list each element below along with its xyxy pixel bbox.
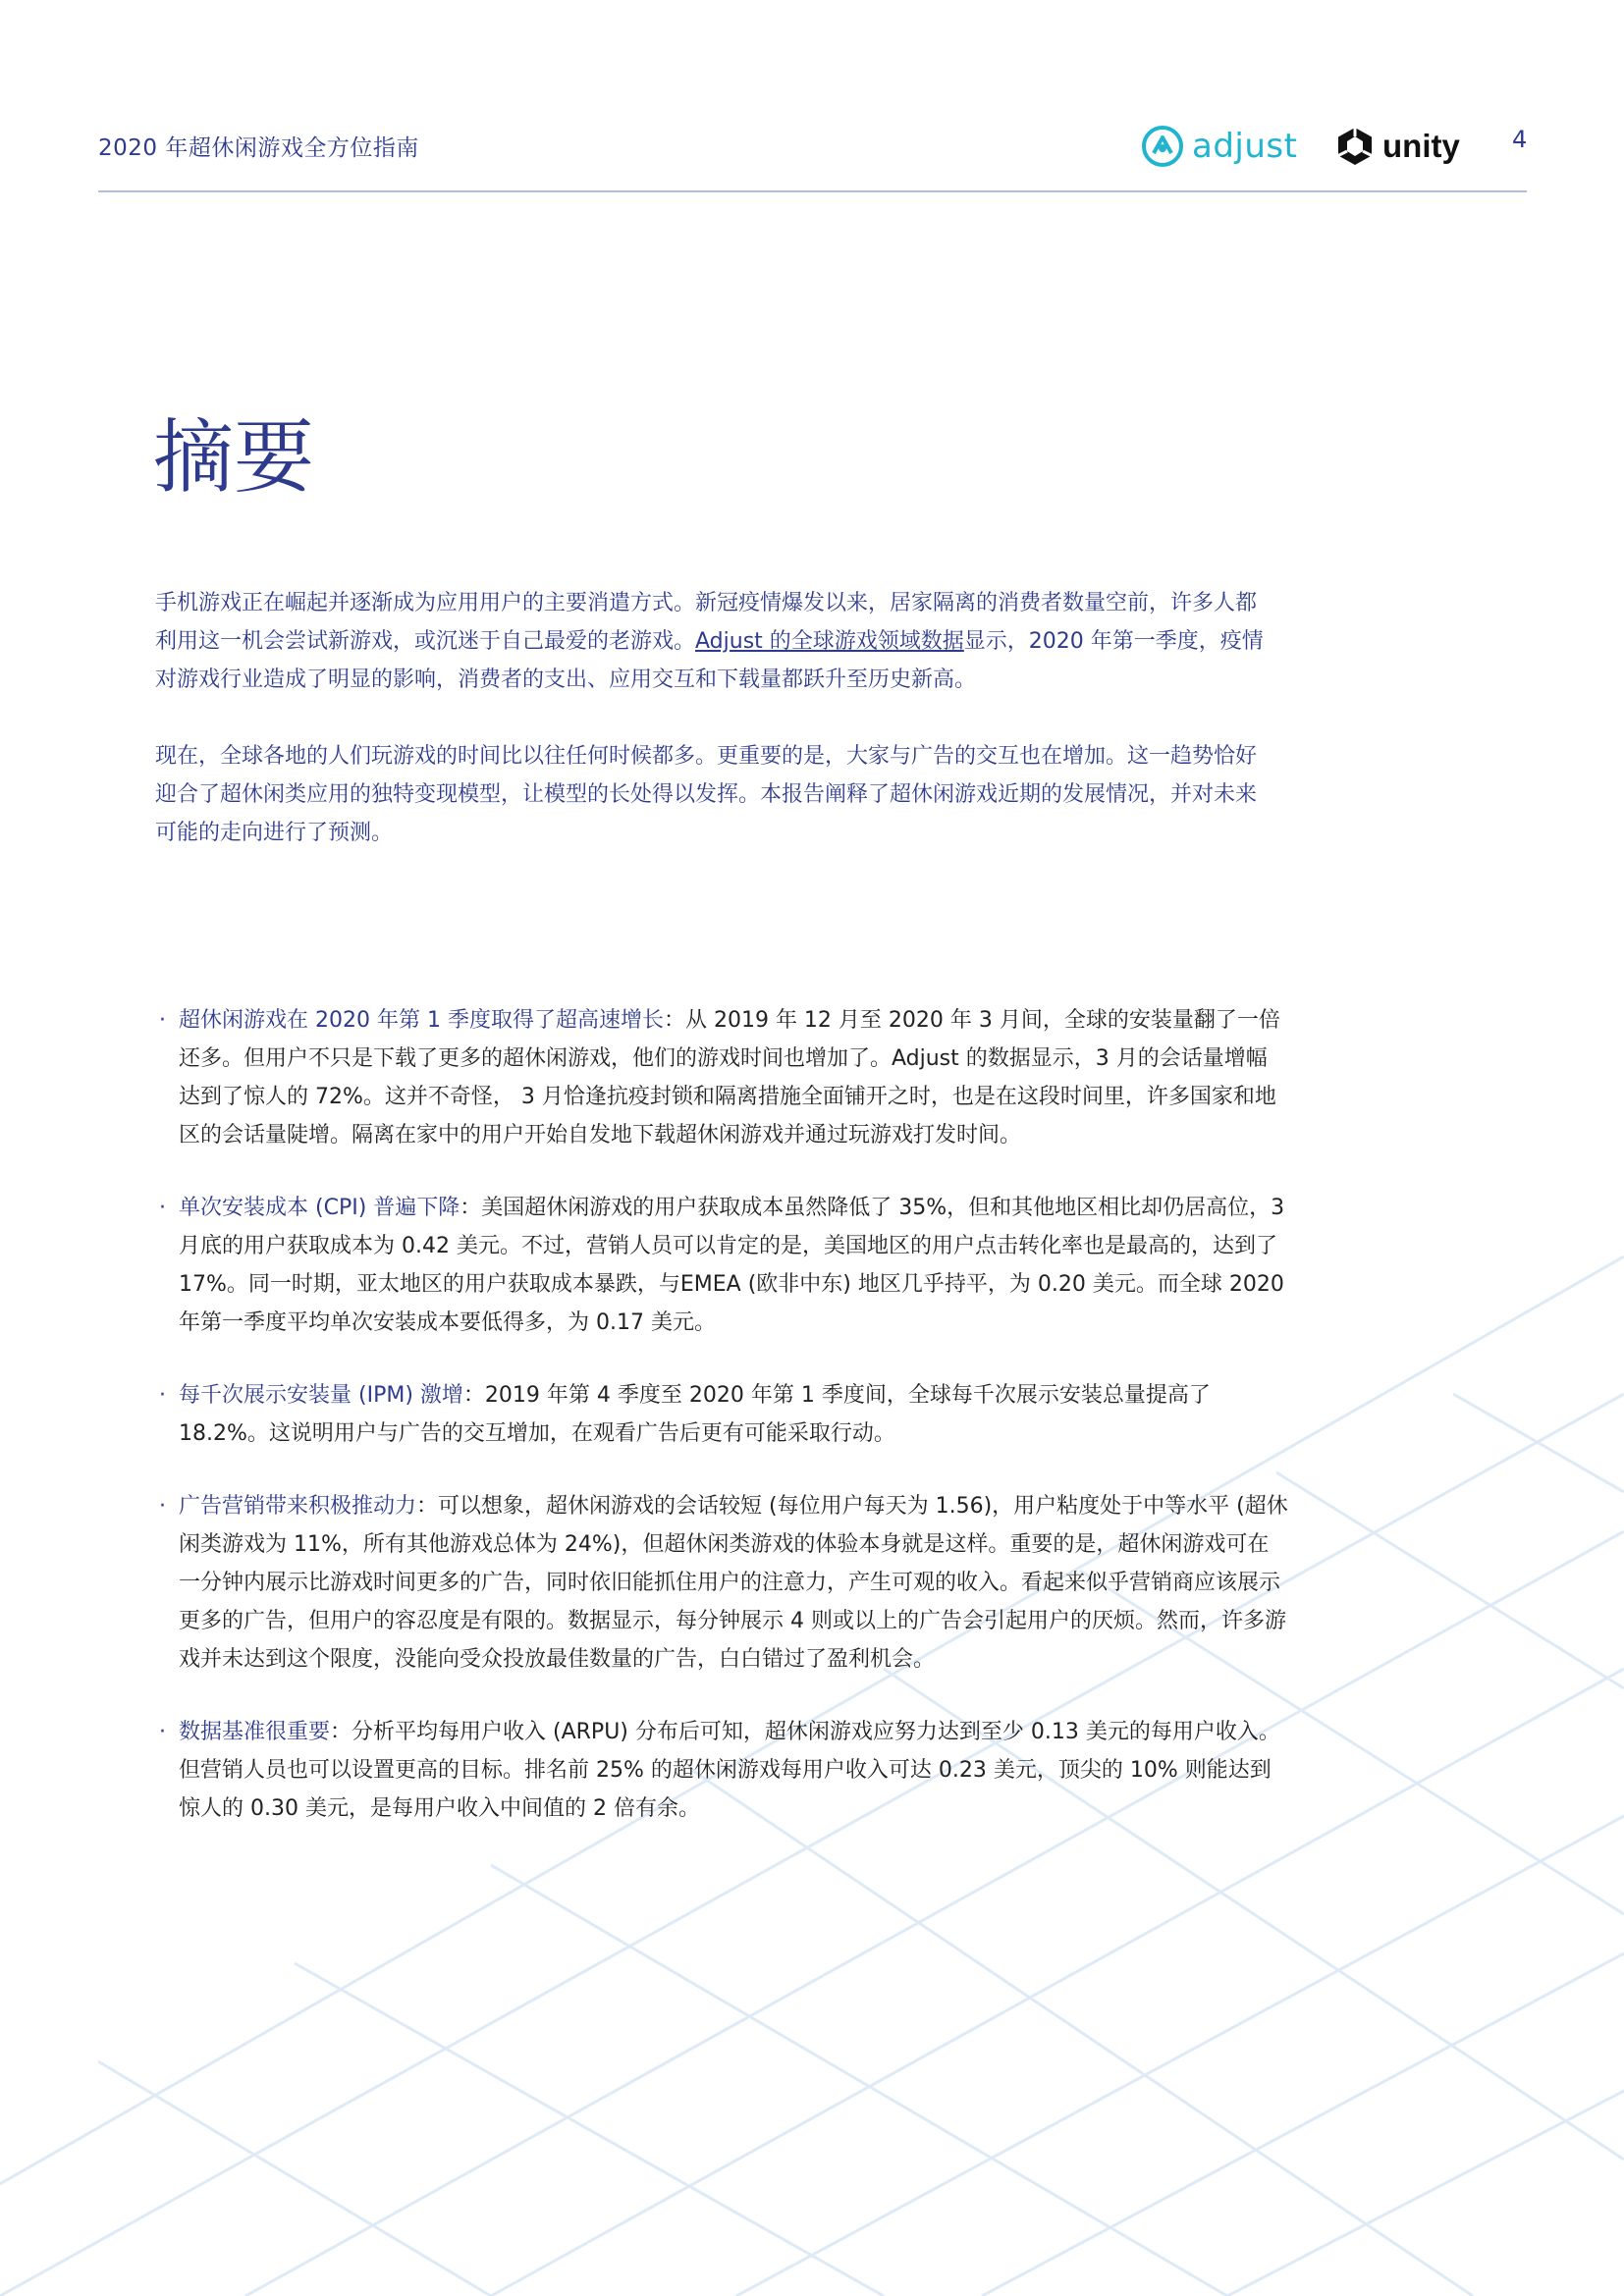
bullet-lead: 广告营销带来积极推动力 [179, 1494, 417, 1519]
bullet-lead: 单次安装成本 (CPI) 普遍下降 [179, 1196, 460, 1220]
list-item [159, 1487, 1288, 1679]
unity-logo [1333, 124, 1460, 169]
list-item [159, 1189, 1288, 1342]
list-item [159, 1713, 1288, 1828]
page-number: 4 [1512, 126, 1528, 153]
header-divider [98, 190, 1527, 192]
adjust-gaming-data-link[interactable]: Adjust 的全球游戏领域数据 [695, 629, 964, 654]
bullet-lead: 超休闲游戏在 2020 年第 1 季度取得了超高速增长 [179, 1008, 664, 1033]
intro-p1-text-after-link: 显示，2020 年第一季度，疫情对游戏行业造成了明显的影响，消费者的支出、应用交互和下载量都跃升至历史新高。 [155, 629, 1264, 692]
bullet-text: ：从 2019 年 12 月至 2020 年 3 月间，全球的安装量翻了一倍还多。但用户不只是下载了更多的超休闲游戏，他们的游戏时间也增加了。Adjust 的数据显示，3 月的会话量增幅达到了惊人的 72%。这并不奇怪， 3 月恰逢抗疫封锁和隔离措施全面铺开之时，也是在这段时间里，许多国家和地区的会话量陡增。隔离在家中的用户开始自发地下载超休闲游戏并通过玩游戏打发时间。 [179, 1008, 1280, 1148]
unity-logo-icon [1333, 125, 1377, 168]
intro-paragraph-1 [155, 584, 1274, 699]
bullet-lead: 数据基准很重要 [179, 1720, 331, 1744]
list-item [159, 1376, 1288, 1453]
key-findings-list [159, 1001, 1288, 1862]
adjust-logo-icon [1141, 125, 1184, 168]
bullet-text: ：美国超休闲游戏的用户获取成本虽然降低了 35%，但和其他地区相比却仍居高位，3 月底的用户获取成本为 0.42 美元。不过，营销人员可以肯定的是，美国地区的用户点击转化率也是最高的，达到了17%。同一时期，亚太地区的用户获取成本暴跌，与EMEA (欧非中东) 地区几乎持平，为 0.20 美元。而全球 2020 年第一季度平均单次安装成本要低得多，为 0.17 美元。 [179, 1196, 1285, 1335]
bullet-marker: · [159, 1008, 166, 1033]
list-item [159, 1001, 1288, 1154]
header-document-title: 2020 年超休闲游戏全方位指南 [98, 135, 419, 161]
page-title: 摘要 [153, 411, 315, 505]
unity-logo-text: unity [1382, 128, 1460, 164]
bullet-text: ：2019 年第 4 季度至 2020 年第 1 季度间，全球每千次展示安装总量提高了 18.2%。这说明用户与广告的交互增加，在观看广告后更有可能采取行动。 [179, 1383, 1211, 1446]
adjust-logo [1141, 122, 1297, 171]
bullet-marker: · [159, 1196, 166, 1220]
bullet-lead: 每千次展示安装量 (IPM) 激增 [179, 1383, 463, 1408]
intro-paragraph-2: 现在，全球各地的人们玩游戏的时间比以往任何时候都多。更重要的是，大家与广告的交互也在增加。这一趋势恰好迎合了超休闲类应用的独特变现模型，让模型的长处得以发挥。本报告阐释了超休闲游戏近期的发展情况，并对未来可能的走向进行了预测。 [155, 744, 1258, 845]
intro-p1-text-before-link: 手机游戏正在崛起并逐渐成为应用用户的主要消遣方式。新冠疫情爆发以来，居家隔离的消费者数量空前，许多人都利用这一机会尝试新游戏，或沉迷于自己最爱的老游戏。 [155, 591, 1258, 654]
bullet-text: ：可以想象，超休闲游戏的会话较短 (每位用户每天为 1.56)，用户粘度处于中等水平 (超休闲类游戏为 11%，所有其他游戏总体为 24%)，但超休闲类游戏的体验本身就是这样。重要的是，超休闲游戏可在一分钟内展示比游戏时间更多的广告，同时依旧能抓住用户的注意力，产生可观的收入。看起来似乎营销商应该展示更多的广告，但用户的容忍度是有限的。数据显示，每分钟展示 4 则或以上的广告会引起用户的厌烦。然而，许多游戏并未达到这个限度，没能向受众投放最佳数量的广告，白白错过了盈利机会。 [179, 1494, 1288, 1672]
bullet-text: ：分析平均每用户收入 (ARPU) 分布后可知，超休闲游戏应努力达到至少 0.13 美元的每用户收入。但营销人员也可以设置更高的目标。排名前 25% 的超休闲游戏每用户收入可达 0.23 美元，顶尖的 10% 则能达到惊人的 0.30 美元，是每用户收入中间值的 2 倍有余。 [179, 1720, 1280, 1821]
bullet-marker: · [159, 1720, 166, 1744]
bullet-marker: · [159, 1494, 166, 1519]
adjust-logo-text: adjust [1192, 127, 1298, 166]
bullet-marker: · [159, 1383, 166, 1408]
